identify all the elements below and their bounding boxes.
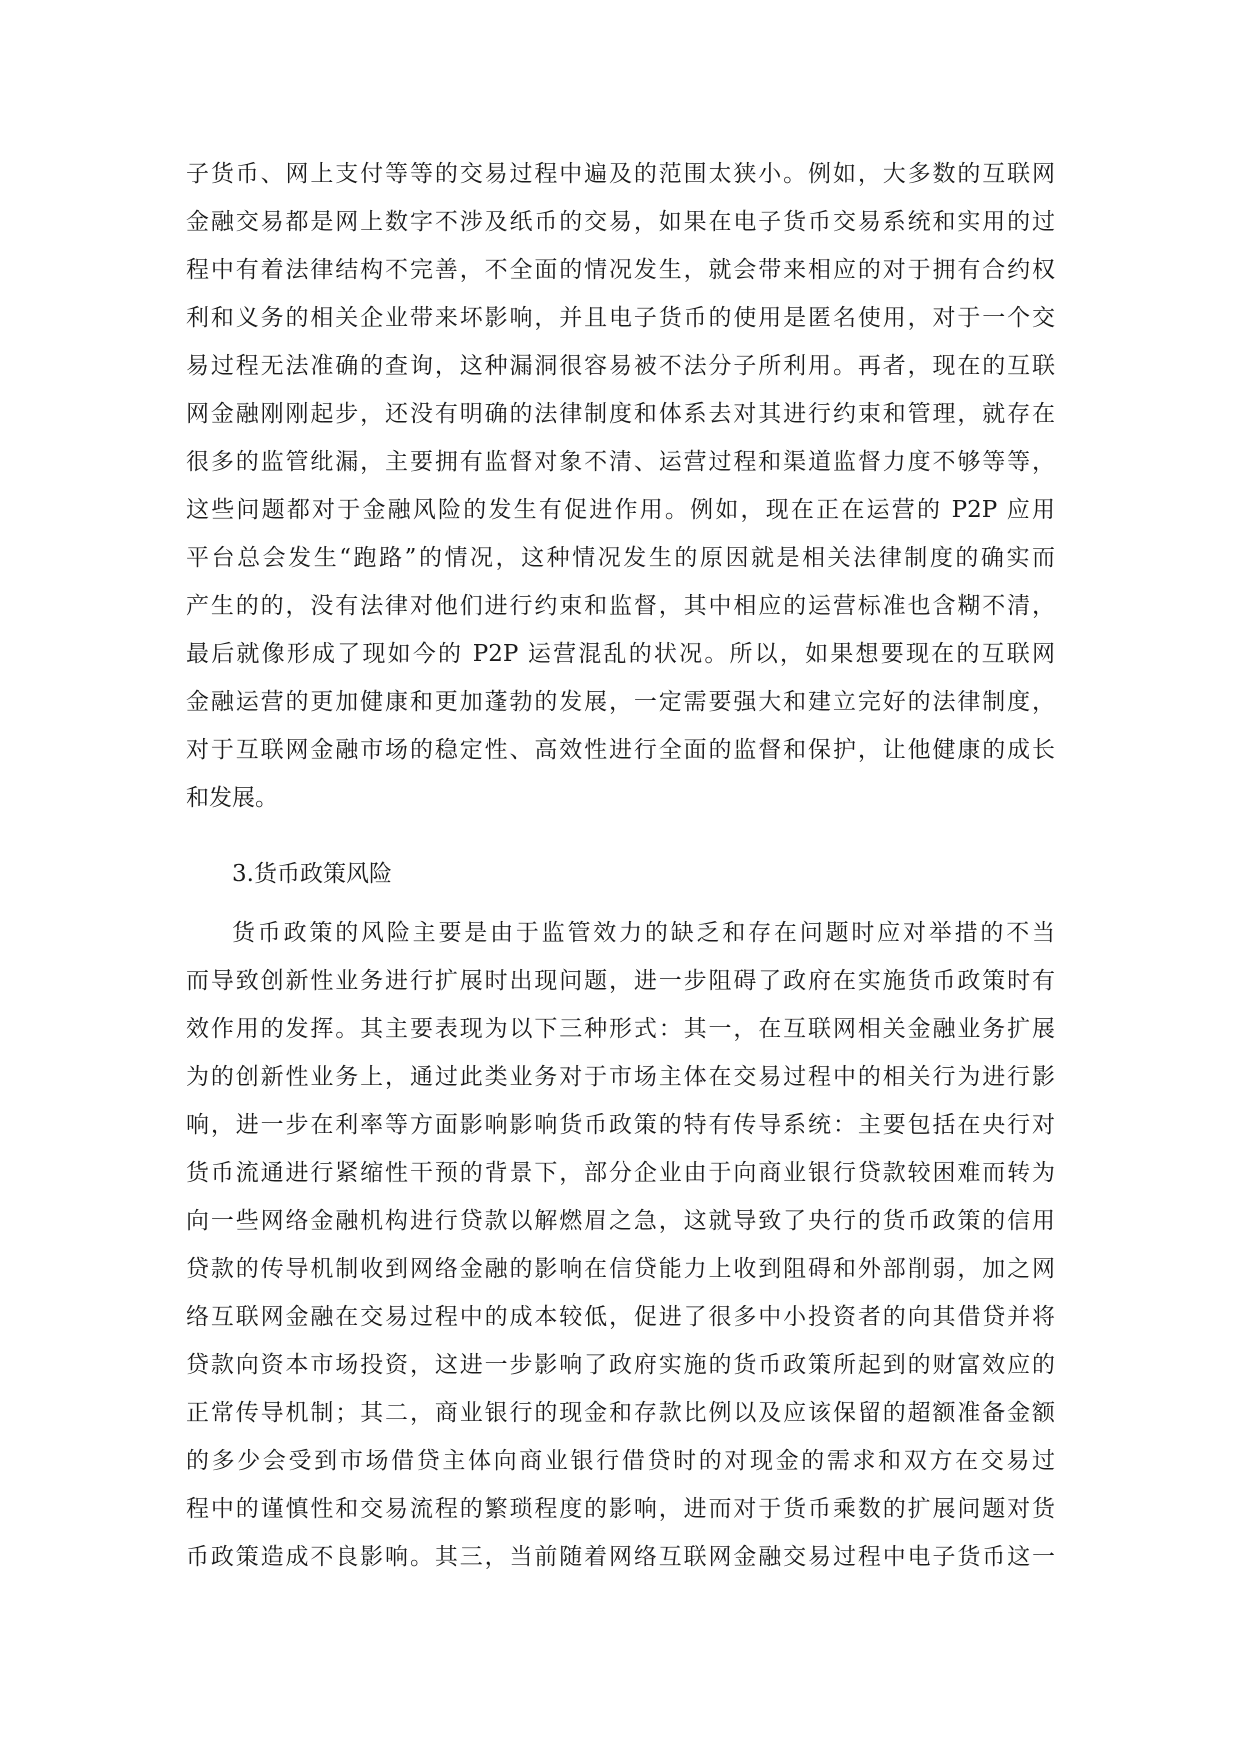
text-line: 金融运营的更加健康和更加蓬勃的发展，一定需要强大和建立完好的法律制度， bbox=[186, 689, 1055, 715]
text-line: 响，进一步在利率等方面影响影响货币政策的特有传导系统：主要包括在央行对 bbox=[186, 1112, 1055, 1138]
section-heading bbox=[186, 850, 1055, 898]
text-line: 易过程无法准确的查询，这种漏洞很容易被不法分子所利用。再者，现在的互联 bbox=[186, 353, 1055, 379]
text-line: 贷款的传导机制收到网络金融的影响在信贷能力上收到阻碍和外部削弱，加之网 bbox=[186, 1256, 1055, 1282]
text-line: 对于互联网金融市场的稳定性、高效性进行全面的监督和保护，让他健康的成长 bbox=[186, 737, 1055, 763]
text-line: 币政策造成不良影响。其三，当前随着网络互联网金融交易过程中电子货币这一 bbox=[186, 1544, 1055, 1570]
text-line: 最后就像形成了现如今的 P2P 运营混乱的状况。所以，如果想要现在的互联网 bbox=[186, 641, 1055, 667]
text-line: 为的创新性业务上，通过此类业务对于市场主体在交易过程中的相关行为进行影 bbox=[186, 1064, 1055, 1090]
text-line: 网金融刚刚起步，还没有明确的法律制度和体系去对其进行约束和管理，就存在 bbox=[186, 401, 1055, 427]
section-heading-text: 3.货币政策风险 bbox=[232, 861, 392, 887]
text-line: 平台总会发生“跑路”的情况，这种情况发生的原因就是相关法律制度的确实而 bbox=[186, 545, 1055, 571]
text-line: 很多的监管纰漏，主要拥有监督对象不清、运营过程和渠道监督力度不够等等， bbox=[186, 449, 1055, 475]
text-line: 而导致创新性业务进行扩展时出现问题，进一步阻碍了政府在实施货币政策时有 bbox=[186, 968, 1055, 994]
text-line: 和发展。 bbox=[186, 785, 278, 811]
text-line: 程中有着法律结构不完善，不全面的情况发生，就会带来相应的对于拥有合约权 bbox=[186, 257, 1055, 283]
text-line: 子货币、网上支付等等的交易过程中遍及的范围太狭小。例如，大多数的互联网 bbox=[186, 161, 1055, 187]
text-line: 产生的的，没有法律对他们进行约束和监督，其中相应的运营标准也含糊不清， bbox=[186, 593, 1055, 619]
text-line: 正常传导机制；其二，商业银行的现金和存款比例以及应该保留的超额准备金额 bbox=[186, 1400, 1055, 1426]
text-line: 金融交易都是网上数字不涉及纸币的交易，如果在电子货币交易系统和实用的过 bbox=[186, 209, 1055, 235]
text-line: 向一些网络金融机构进行贷款以解燃眉之急，这就导致了央行的货币政策的信用 bbox=[186, 1208, 1055, 1234]
text-line: 络互联网金融在交易过程中的成本较低，促进了很多中小投资者的向其借贷并将 bbox=[186, 1304, 1055, 1330]
text-line: 这些问题都对于金融风险的发生有促进作用。例如，现在正在运营的 P2P 应用 bbox=[186, 497, 1055, 523]
body-paragraph bbox=[186, 150, 1055, 822]
text-line: 的多少会受到市场借贷主体向商业银行借贷时的对现金的需求和双方在交易过 bbox=[186, 1448, 1055, 1474]
text-line: 利和义务的相关企业带来坏影响，并且电子货币的使用是匿名使用，对于一个交 bbox=[186, 305, 1055, 331]
text-line: 货币流通进行紧缩性干预的背景下，部分企业由于向商业银行贷款较困难而转为 bbox=[186, 1160, 1055, 1186]
text-line: 效作用的发挥。其主要表现为以下三种形式：其一，在互联网相关金融业务扩展 bbox=[186, 1016, 1055, 1042]
text-line: 程中的谨慎性和交易流程的繁琐程度的影响，进而对于货币乘数的扩展问题对货 bbox=[186, 1496, 1055, 1522]
text-line: 贷款向资本市场投资，这进一步影响了政府实施的货币政策所起到的财富效应的 bbox=[186, 1352, 1055, 1378]
text-line: 货币政策的风险主要是由于监管效力的缺乏和存在问题时应对举措的不当 bbox=[232, 920, 1055, 946]
body-paragraph bbox=[186, 909, 1055, 1581]
